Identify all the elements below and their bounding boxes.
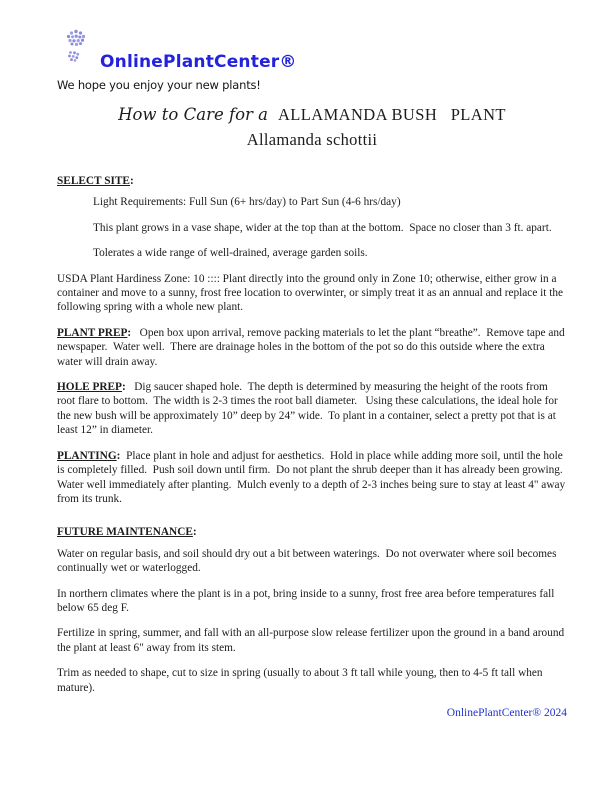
plant-prep-text: Open box upon arrival, remove packing materials to let the plant “breathe”. Remove tape and newspaper. Water well. There are drainage holes in the bottom of the pot so do this outside where the extra water will drain away.	[57, 326, 568, 368]
select-site-heading: SELECT SITE:	[57, 175, 134, 187]
title-block	[57, 105, 567, 150]
page-title	[57, 105, 567, 125]
watering-paragraph: Water on regular basis, and soil should dry out a bit between waterings. Do not overwater where soil becomes continually wet or waterlogged.	[57, 547, 560, 575]
hole-prep-text: Dig saucer shaped hole. The depth is determined by measuring the height of the roots from root flare to bottom. The width is 2-3 times the root ball diameter. Using these calculations, the ideal hole for the new bush will be approximately 10” deep by 24” wide. To plant in a container, select a pretty pot that is at least 12” in diameter.	[57, 381, 561, 437]
plant-prep-heading: PLANT PREP	[57, 326, 128, 339]
light-requirements-paragraph: Light Requirements: Full Sun (6+ hrs/day) to Part Sun (4-6 hrs/day)	[93, 196, 401, 209]
footer-credit: OnlinePlantCenter® 2024	[446, 706, 567, 719]
title-script-prefix: How to Care for a	[118, 105, 268, 124]
header	[57, 26, 567, 92]
brand-tagline: We hope you enjoy your new plants!	[57, 78, 261, 92]
trim-paragraph: Trim as needed to shape, cut to size in spring (usually to about 3 ft tall while young, then to 4-5 ft tall when mature).	[57, 667, 546, 694]
title-botanical-name: Allamanda schottii	[246, 130, 378, 149]
fertilize-paragraph: Fertilize in spring, summer, and fall with an all-purpose slow release fertilizer upon the ground in a band around the plant at least 6" away from its stem.	[57, 627, 567, 654]
brand-row	[59, 26, 567, 73]
flower-cluster-icon	[59, 26, 93, 73]
document-body	[57, 174, 567, 720]
planting-text: Place plant in hole and adjust for aesthetics. Hold in place while adding more soil, until the hole is completely filled. Push soil down until firm. Do not plant the shrub deeper than it has already been growing. Water well immediately after planting. Mulch evenly to a depth of 2-3 inches being sure to stay at least 4" away from its trunk.	[57, 449, 569, 505]
usda-zone-paragraph: USDA Plant Hardiness Zone: 10 :::: Plant directly into the ground only in Zone 10; otherwise, either grow in a container and move to a sunny, frost free location to overwinter, or simply treat it as an annual and replace it the following spring with a whole new plant.	[57, 272, 566, 314]
northern-climates-paragraph: In northern climates where the plant is in a pot, bring inside to a sunny, frost free area before temperatures fall below 65 deg F.	[57, 587, 558, 614]
plant-spacing-paragraph: This plant grows in a vase shape, wider at the top than at the bottom. Space no closer than 3 ft. apart.	[93, 221, 552, 234]
plant-prep-paragraph: PLANT PREP: Open box upon arrival, remove packing materials to let the plant “breathe”. Remove tape and newspaper. Water well. There are drainage holes in the bottom of the pot so do this outside where the extra water will drain away.	[57, 326, 568, 368]
title-common-name: ALLAMANDA BUSH PLANT	[277, 105, 506, 124]
future-maintenance-heading: FUTURE MAINTENANCE:	[57, 526, 197, 539]
hole-prep-heading: HOLE PREP	[57, 381, 122, 394]
brand-name: OnlinePlantCenter®	[100, 52, 297, 72]
hole-prep-paragraph: HOLE PREP: Dig saucer shaped hole. The depth is determined by measuring the height of the roots from root flare to bottom. The width is 2-3 times the root ball diameter. Using these calculations, the ideal hole for the new bush will be approximately 10” deep by 24” wide. To plant in a container, select a pretty pot that is at least 12” in diameter.	[57, 381, 561, 437]
planting-heading: PLANTING	[57, 449, 117, 462]
soils-paragraph: Tolerates a wide range of well-drained, average garden soils.	[93, 247, 368, 260]
planting-paragraph: PLANTING: Place plant in hole and adjust for aesthetics. Hold in place while adding more soil, until the hole is completely filled. Push soil down until firm. Do not plant the shrub deeper than it has already been growing. Water well immediately after planting. Mulch evenly to a depth of 2-3 inches being sure to stay at least 4" away from its trunk.	[57, 449, 569, 505]
